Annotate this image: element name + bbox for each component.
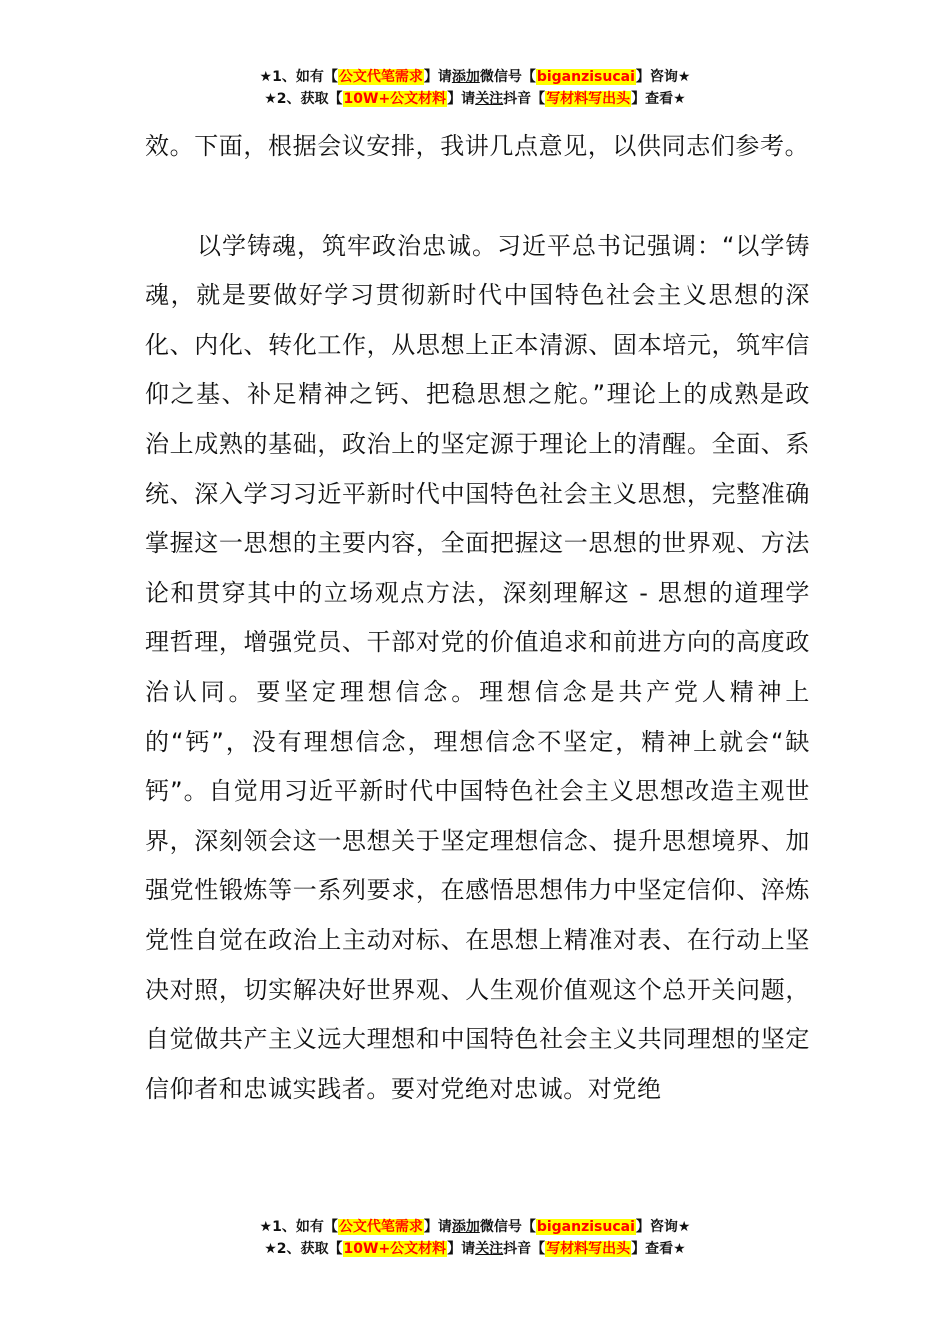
banner-underlined: 添加 [451, 69, 480, 85]
banner-highlight: 10W+公文材料 [343, 91, 447, 107]
paragraph-main: 以学铸魂，筑牢政治忠诚。习近平总书记强调：“以学铸魂，就是要做好学习贯彻新时代中国特色社会主义思想的深化、内化、转化工作，从思想上正本清源、固本培元，筑牢信仰之基、补足精神之钙、把稳思想之舵。”理论上的成熟是政治上成熟的基础，政治上的坚定源于理论上的清醒。全面、系统、深入学习习近平新时代中国特色社会主义思想，完整准确掌握这一思想的主要内容，全面把握这一思想的世界观、方法论和贯穿其中的立场观点方法，深刻理解这 - 思想的道理学理哲理，增强党员、干部对党的价值追求和前进方向的高度政治认同。要坚定理想信念。理想信念是共产党人精神上的“钙”，没有理想信念，理想信念不坚定，精神上就会“缺钙”。自觉用习近平新时代中国特色社会主义思想改造主观世界，深刻领会这一思想关于坚定理想信念、提升思想境界、加强党性锻炼等一系列要求，在感悟思想伟力中坚定信仰、淬炼党性自觉在政治上主动对标、在思想上精准对表、在行动上坚决对照，切实解决好世界观、人生观价值观这个总开关问题，自觉做共产主义远大理想和中国特色社会主义共同理想的坚定信仰者和忠诚实践者。要对党绝对忠诚。对党绝 [145, 231, 810, 1103]
banner-line-2 [0, 1238, 950, 1260]
banner-underlined: 关注 [475, 1241, 504, 1257]
banner-line-1 [0, 66, 950, 88]
banner-text: 】请 [423, 1219, 452, 1235]
banner-highlight: 写材料写出头 [546, 1241, 631, 1257]
banner-text: 】查看★ [631, 1241, 686, 1257]
banner-highlight: biganzisucai [536, 1219, 635, 1235]
banner-line-1 [0, 1216, 950, 1238]
banner-text: 抖音【 [503, 91, 546, 107]
banner-text: 微信号【 [479, 1219, 536, 1235]
banner-text: 】咨询★ [635, 69, 691, 85]
banner-text: 】咨询★ [635, 1219, 691, 1235]
banner-text: ★1、如有【 [259, 1219, 338, 1235]
paragraph-gap [145, 172, 810, 222]
banner-highlight: biganzisucai [536, 69, 635, 85]
banner-text: 】请 [423, 69, 452, 85]
banner-highlight: 公文代笔需求 [338, 69, 423, 85]
banner-text: 】请 [447, 91, 476, 107]
banner-text: 】查看★ [631, 91, 686, 107]
header-banner [0, 66, 950, 110]
banner-text: 】请 [447, 1241, 476, 1257]
banner-text: ★2、获取【 [264, 91, 343, 107]
banner-underlined: 添加 [451, 1219, 480, 1235]
document-body [145, 122, 810, 1114]
banner-text: 抖音【 [503, 1241, 546, 1257]
banner-underlined: 关注 [475, 91, 504, 107]
banner-highlight: 写材料写出头 [546, 91, 631, 107]
banner-highlight: 公文代笔需求 [338, 1219, 423, 1235]
banner-text: ★1、如有【 [259, 69, 338, 85]
banner-text: ★2、获取【 [264, 1241, 343, 1257]
banner-text: 微信号【 [479, 69, 536, 85]
paragraph-continuation: 效。下面，根据会议安排，我讲几点意见，以供同志们参考。 [145, 132, 810, 160]
footer-banner [0, 1216, 950, 1260]
banner-highlight: 10W+公文材料 [343, 1241, 447, 1257]
banner-line-2 [0, 88, 950, 110]
